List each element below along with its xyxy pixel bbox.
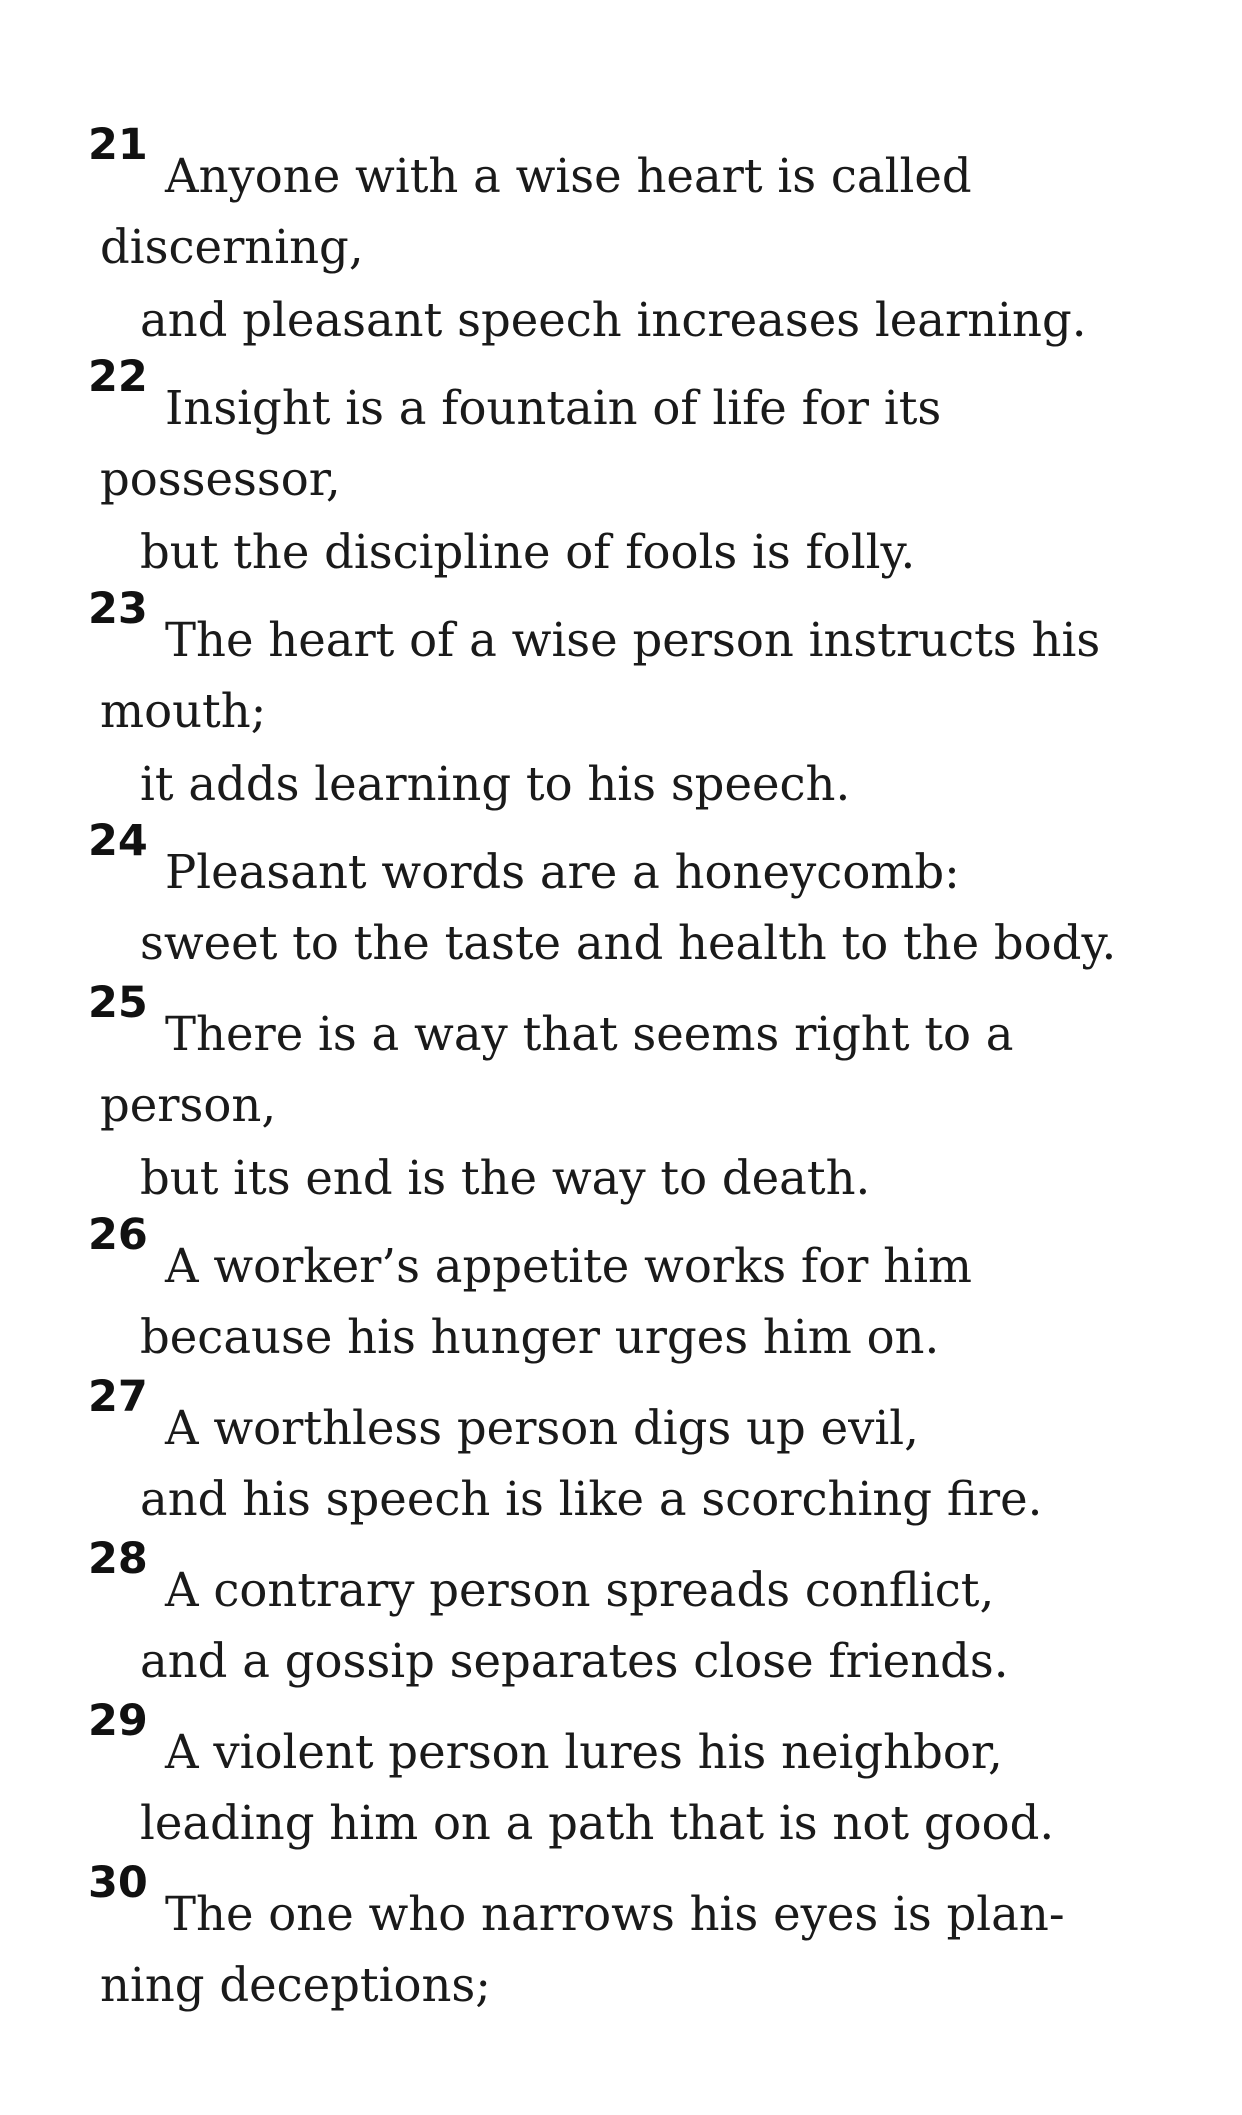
verse-number: 24	[88, 816, 148, 866]
verse-number: 22	[88, 352, 148, 402]
verse-number: 29	[88, 1696, 148, 1746]
verse-line: person,	[100, 1078, 277, 1132]
verse-number: 25	[88, 978, 148, 1028]
verse-number: 26	[88, 1210, 148, 1260]
verse-line: The one who narrows his eyes is plan-	[165, 1887, 1065, 1941]
verse-line: mouth;	[100, 684, 267, 738]
verse-number: 21	[88, 120, 148, 170]
verse-line: The heart of a wise person instructs his	[165, 613, 1101, 667]
verse-line: and a gossip separates close friends.	[140, 1634, 1009, 1688]
verse-line: Insight is a fountain of life for its	[165, 381, 942, 435]
verse-line: discerning,	[100, 220, 364, 274]
verse-line: There is a way that seems right to a	[165, 1007, 1014, 1061]
verse-line: ning deceptions;	[100, 1958, 491, 2012]
verse-line: A worthless person digs up evil,	[165, 1401, 919, 1455]
verse-line: A worker’s appetite works for him	[165, 1239, 973, 1293]
verse-number: 27	[88, 1372, 148, 1422]
verse-line: but its end is the way to death.	[140, 1151, 871, 1205]
verse-line: sweet to the taste and health to the body.	[140, 916, 1117, 970]
verse-line: it adds learning to his speech.	[140, 757, 851, 811]
verse-line: possessor,	[100, 452, 341, 506]
verse-line: but the discipline of fools is folly.	[140, 525, 916, 579]
verse-line: because his hunger urges him on.	[140, 1310, 940, 1364]
verse-line: and his speech is like a scorching fire.	[140, 1472, 1043, 1526]
verse-line: Pleasant words are a honeycomb:	[165, 845, 960, 899]
verse-line: A contrary person spreads conflict,	[165, 1563, 995, 1617]
verse-line: and pleasant speech increases learning.	[140, 293, 1087, 347]
verse-line: A violent person lures his neighbor,	[165, 1725, 1003, 1779]
verse-number: 30	[88, 1858, 148, 1908]
verse-line: leading him on a path that is not good.	[140, 1796, 1055, 1850]
verse-number: 23	[88, 584, 148, 634]
verse-number: 28	[88, 1534, 148, 1584]
verse-line: Anyone with a wise heart is called	[165, 149, 972, 203]
